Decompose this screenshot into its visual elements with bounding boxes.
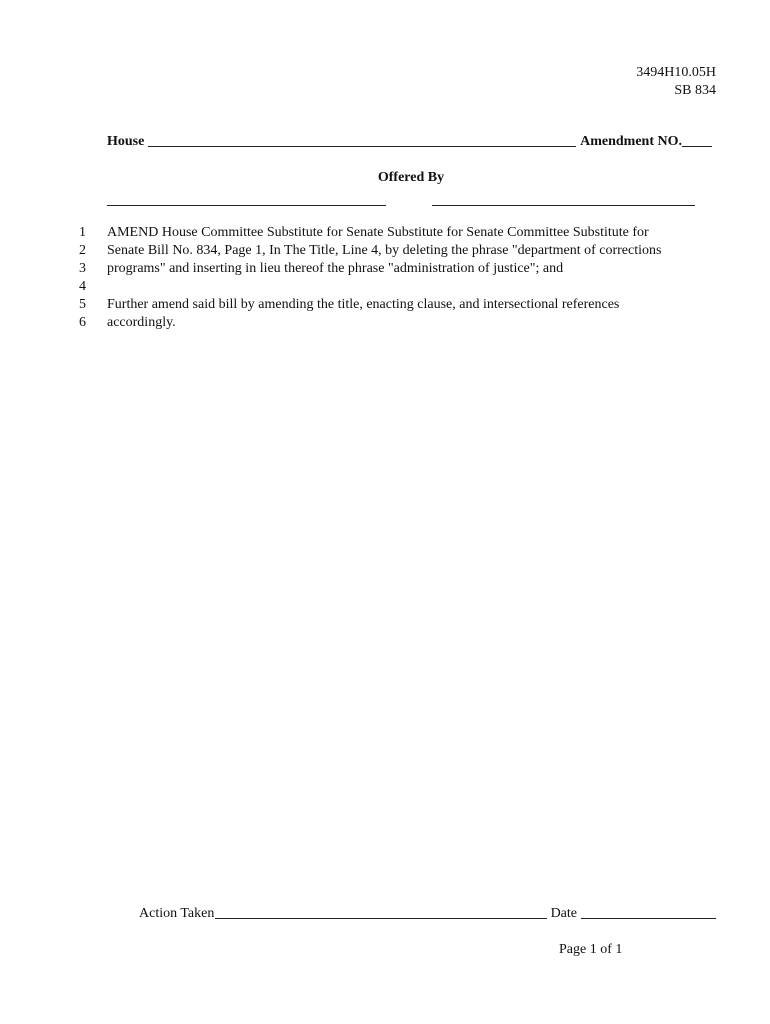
date-blank-line: [581, 917, 716, 919]
action-taken-label: Action Taken: [139, 906, 215, 921]
amendment-body: [107, 224, 661, 332]
line-number-column: [74, 224, 86, 332]
document-code: 3494H10.05H: [636, 65, 716, 80]
house-amendment-row: [107, 134, 712, 150]
offered-by-signature-line-right: [432, 205, 695, 206]
body-line: programs" and inserting in lieu thereof the phrase "administration of justice"; and: [107, 261, 564, 276]
body-line-blank: [107, 278, 661, 296]
house-label: House: [107, 134, 145, 149]
line-number: 3: [79, 261, 86, 276]
offered-by-heading: Offered By: [377, 170, 445, 185]
amendment-number-label: Amendment NO.: [580, 134, 682, 149]
action-taken-row: [139, 906, 716, 922]
action-taken-blank-line: [215, 917, 546, 919]
line-number: 5: [79, 297, 86, 312]
line-number: 6: [79, 315, 86, 330]
bill-number: SB 834: [674, 83, 716, 98]
body-line: accordingly.: [107, 315, 176, 330]
house-blank-line: [148, 145, 576, 147]
body-line: AMEND House Committee Substitute for Senate Substitute for Senate Committee Substitute for: [107, 225, 649, 240]
amendment-number-blank: [682, 145, 712, 147]
offered-by-signature-line-left: [107, 205, 386, 206]
date-label: Date: [550, 906, 577, 921]
page-number: Page 1 of 1: [559, 942, 623, 957]
body-line: Senate Bill No. 834, Page 1, In The Title, Line 4, by deleting the phrase "department of corrections: [107, 243, 662, 258]
line-number: 2: [79, 243, 86, 258]
body-line: Further amend said bill by amending the title, enacting clause, and intersectional references: [107, 297, 620, 312]
document-id-block: [636, 64, 716, 100]
line-number: 4: [79, 279, 86, 294]
line-number: 1: [79, 225, 86, 240]
